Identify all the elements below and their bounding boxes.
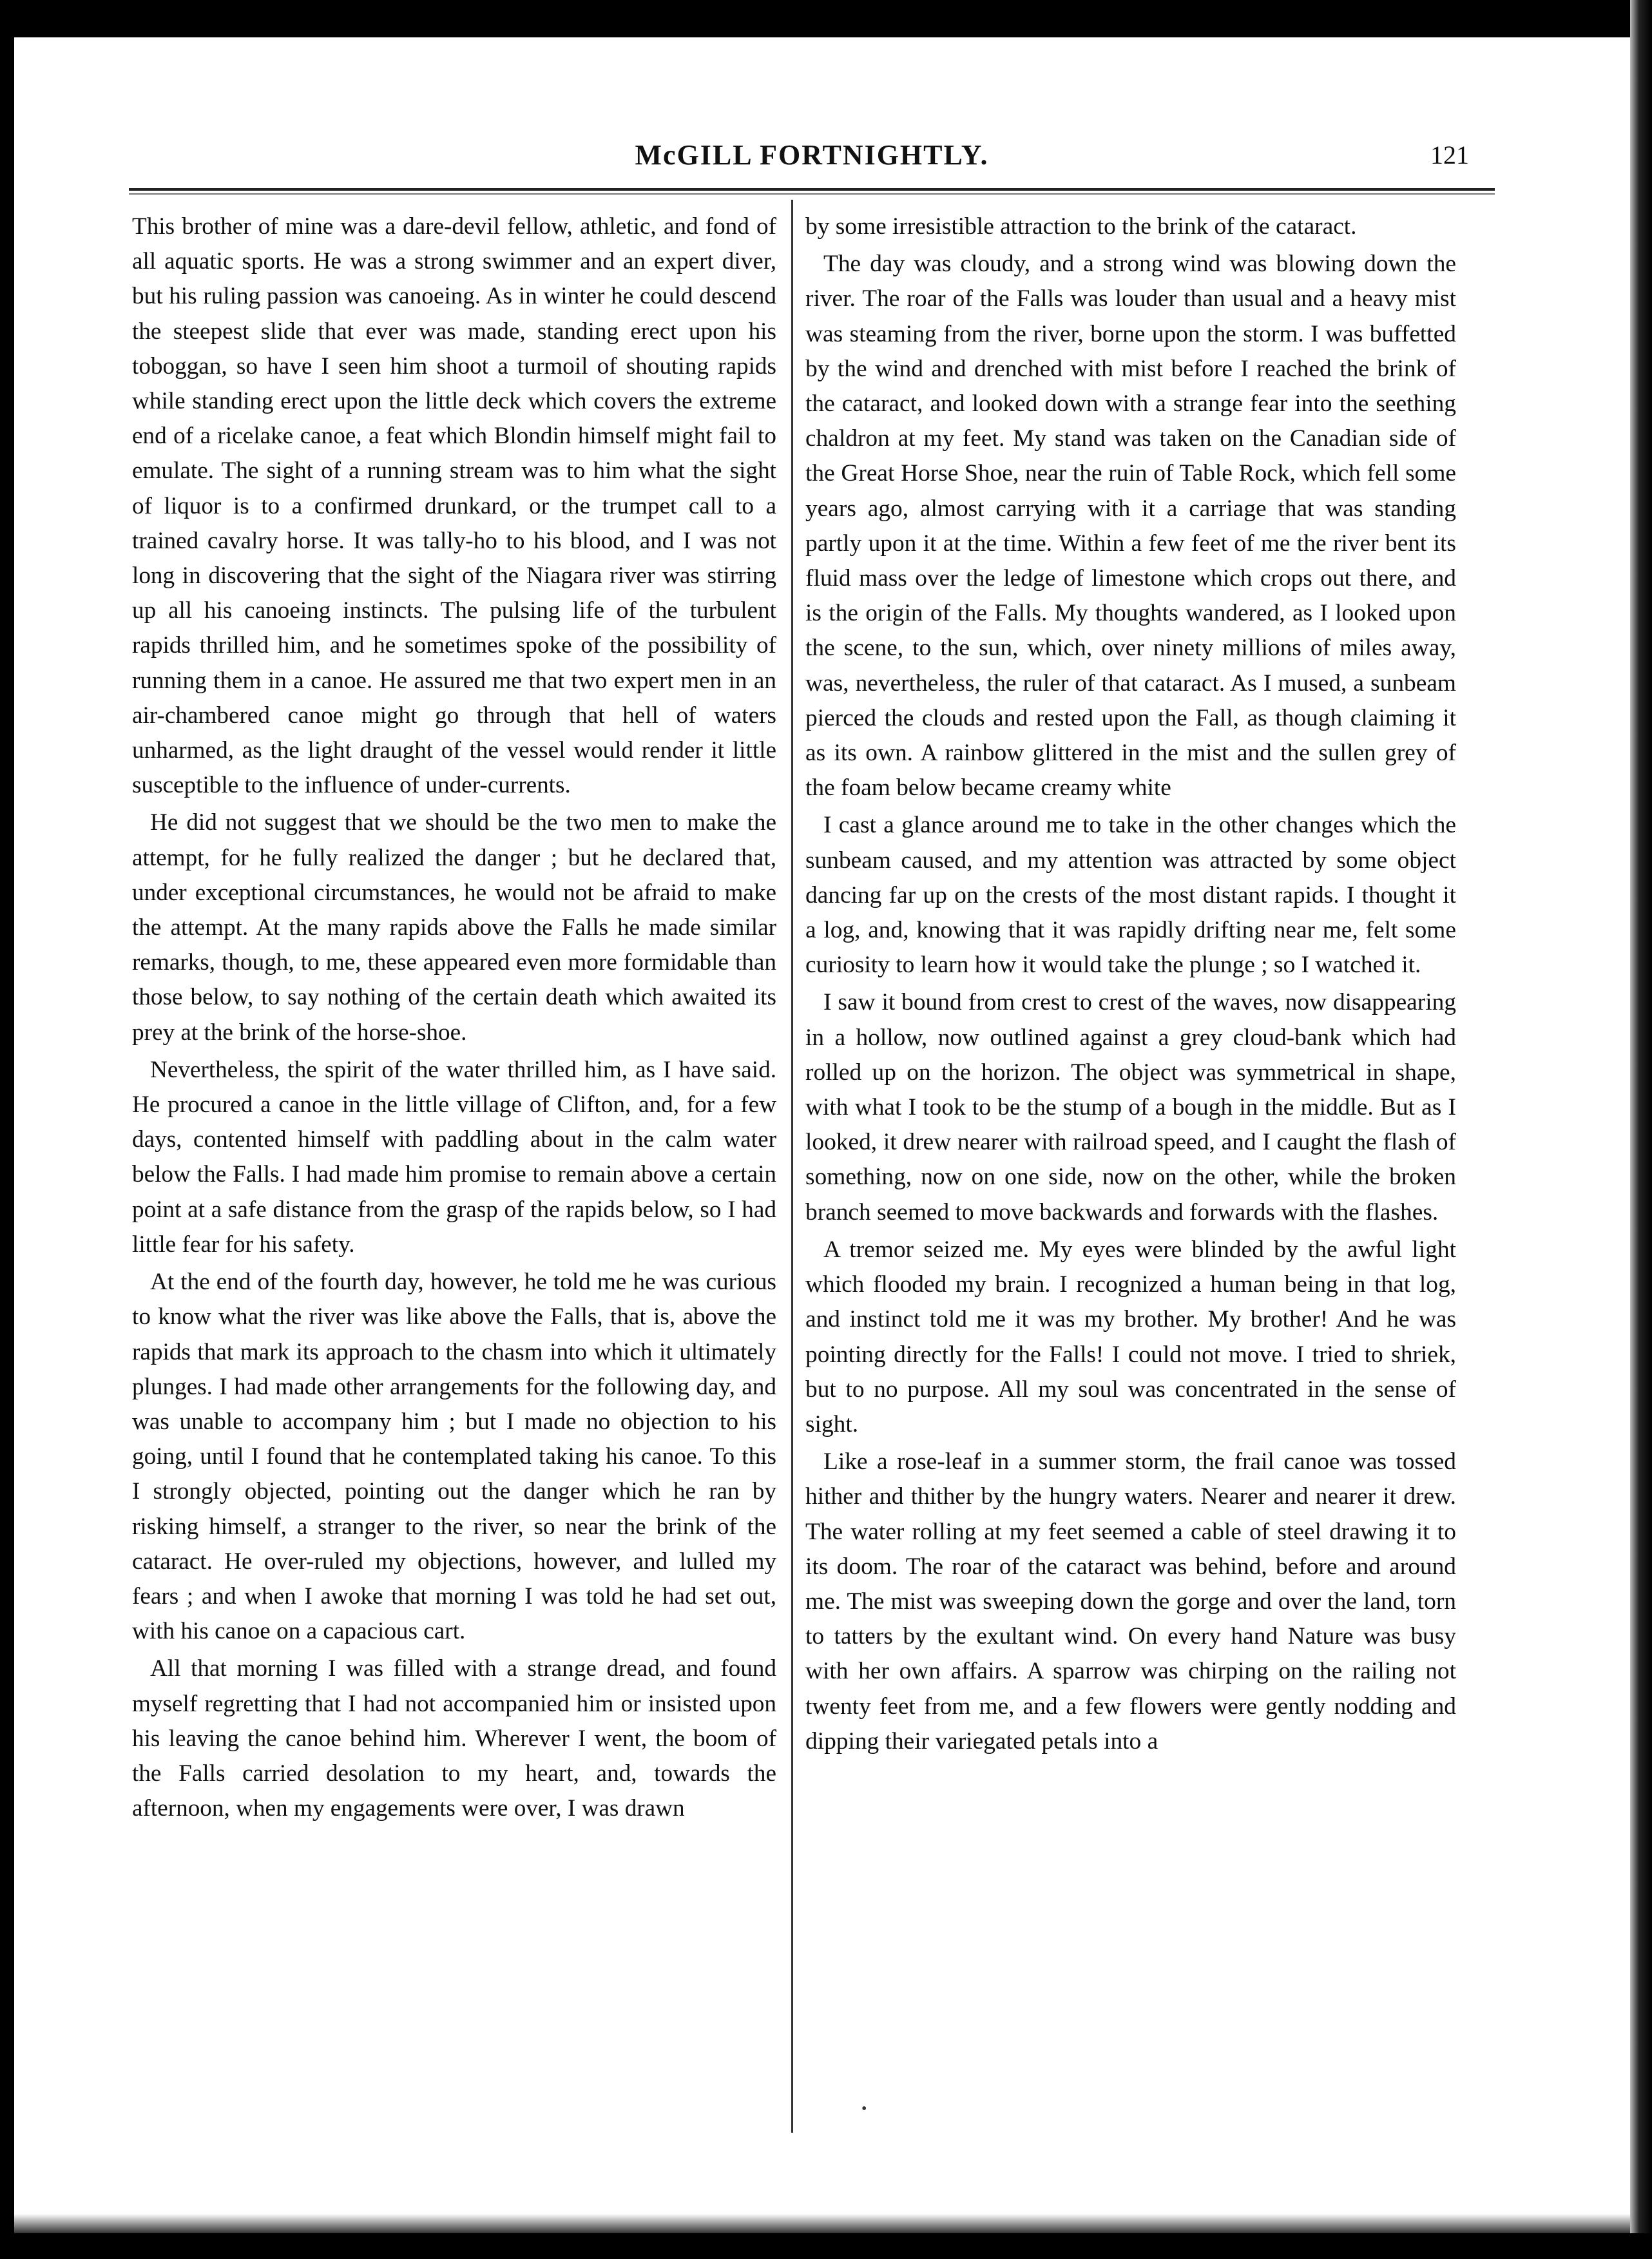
paragraph: At the end of the fourth day, however, he told me he was curious to know what the river was like above the Falls, that is, above the rapids that mark its approach to the chasm into which it ultimately plunges. I had made other arrangements for the following day, and was unable to accompany him ; but I made no objection to his going, until I found that he contemplated taking his canoe. To this I strongly objected, pointing out the danger which he ran by risking himself, a stranger to the river, so near the brink of the cataract. He over-ruled my objections, however, and lulled my fears ; and when I awoke that morning I was told he had set out, with his canoe on a capacious cart. xyxy=(132,1269,776,1645)
running-header xyxy=(129,139,1495,184)
paragraph: All that morning I was filled with a strange dread, and found myself regretting that I had not accompanied him or insisted upon his leaving the canoe behind him. Wherever I went, the boom of the Falls carried desolation to my heart, and, towards the afternoon, when my engagements were over, I was drawn xyxy=(132,1655,776,1822)
paragraph: I saw it bound from crest to crest of the waves, now disappearing in a hollow, now outlined against a grey cloud-bank which had rolled up on the horizon. The object was symmetrical in shape, with what I took to be the stump of a bough in the middle. But as I looked, it drew nearer with railroad speed, and I caught the flash of something, now on one side, now on the other, while the broken branch seemed to move backwards and forwards with the flashes. xyxy=(805,989,1456,1226)
column-divider xyxy=(791,200,793,2133)
paragraph: The day was cloudy, and a strong wind was blowing down the river. The roar of the Falls was louder than usual and a heavy mist was steaming from the river, borne upon the storm. I was buffetted by the wind and drenched with mist before I reached the brink of the cataract, and looked down with a strange fear into the seething chaldron at my feet. My stand was taken on the Canadian side of the Great Horse Shoe, near the ruin of Table Rock, which fell some years ago, almost carrying with it a carriage that was standing partly upon it at the time. Within a few feet of me the river bent its fluid mass over the ledge of limestone which crops out there, and is the origin of the Falls. My thoughts wandered, as I looked upon the scene, to the sun, which, over ninety millions of miles away, was, nevertheless, the ruler of that cataract. As I mused, a sunbeam pierced the clouds and rested upon the Fall, as though claiming it as its own. A rainbow glittered in the mist and the sullen grey of the foam below became creamy white xyxy=(805,251,1456,802)
paragraph: I cast a glance around me to take in the other changes which the sunbeam caused, and my attention was attracted by some object dancing far up on the crests of the most distant rapids. I thought it a log, and, knowing that it was rapidly drifting near me, felt some curiosity to learn how it would take the plunge ; so I watched it. xyxy=(805,812,1456,979)
paragraph: Nevertheless, the spirit of the water thrilled him, as I have said. He procured a canoe in the little village of Clifton, and, for a few days, contented himself with paddling about in the calm water below the Falls. I had made him promise to remain above a certain point at a safe distance from the grasp of the rapids below, so I had little fear for his safety. xyxy=(132,1056,776,1258)
paragraph: A tremor seized me. My eyes were blinded by the awful light which flooded my brain. I recognized a human being in that log, and instinct told me it was my brother. My brother! And he was pointing directly for the Falls! I could not move. I tried to shriek, but to no purpose. All my soul was concentrated in the sense of sight. xyxy=(805,1236,1456,1437)
scan-shadow-bottom xyxy=(14,2214,1630,2233)
header-rule-secondary xyxy=(129,193,1495,195)
scan-border-top xyxy=(0,0,1652,37)
footer-mark: • xyxy=(861,2100,867,2117)
page-title: McGILL FORTNIGHTLY. xyxy=(635,139,989,171)
paragraph: He did not suggest that we should be the two men to make the attempt, for he fully realized the danger ; but he declared that, under exceptional circumstances, he would not be afraid to make the attempt. At the many rapids above the Falls he made similar remarks, though, to me, these appeared even more formidable than those below, to say nothing of the certain death which awaited its prey at the brink of the horse-shoe. xyxy=(132,809,776,1046)
paragraph: Like a rose-leaf in a summer storm, the frail canoe was tossed hither and thither by the hungry waters. Nearer and nearer it drew. The water rolling at my feet seemed a cable of steel drawing it to its doom. The roar of the cataract was behind, before and around me. The mist was sweeping down the gorge and over the land, torn to tatters by the exultant wind. On every hand Nature was busy with her own affairs. A sparrow was chirping on the railing not twenty feet from me, and a few flowers were gently nodding and dipping their variegated petals into a xyxy=(805,1448,1456,1754)
page-number: 121 xyxy=(1430,140,1469,169)
scan-border-left xyxy=(0,0,14,2259)
left-column xyxy=(132,209,776,2129)
scan-border-bottom xyxy=(0,2233,1652,2259)
header-rule xyxy=(129,188,1495,191)
paragraph: This brother of mine was a dare-devil fellow, athletic, and fond of all aquatic sports. He was a strong swimmer and an expert diver, but his ruling passion was canoeing. As in winter he could descend the steepest slide that ever was made, standing erect upon his toboggan, so have I seen him shoot a turmoil of shouting rapids while standing erect upon the little deck which covers the extreme end of a ricelake canoe, a feat which Blondin himself might fail to emulate. The sight of a running stream was to him what the sight of liquor is to a confirmed drunkard, or the trumpet call to a trained cavalry horse. It was tally-ho to his blood, and I was not long in discovering that the sight of the Niagara river was stirring up all his canoeing instincts. The pulsing life of the turbulent rapids thrilled him, and he sometimes spoke of the possibility of running them in a canoe. He assured me that two expert men in an air-chambered canoe might go through that hell of waters unharmed, as the light draught of the vessel would render it little susceptible to the influence of under-currents. xyxy=(132,213,776,799)
scan-border-right xyxy=(1630,0,1652,2259)
right-column xyxy=(805,209,1456,2129)
paragraph: by some irresistible attraction to the brink of the cataract. xyxy=(805,213,1357,240)
